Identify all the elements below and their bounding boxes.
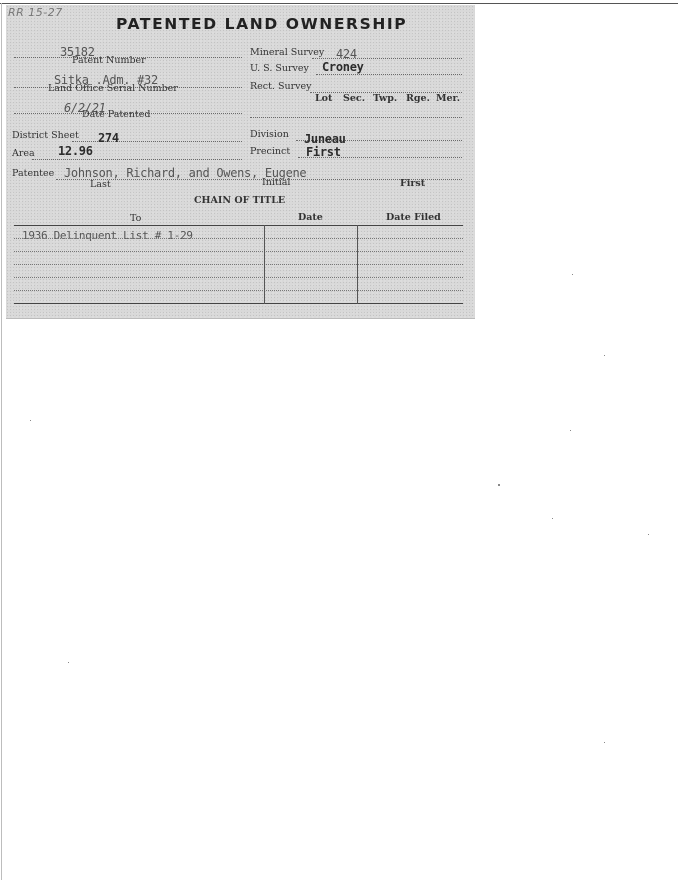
rect-col-rge: Rge.	[406, 93, 430, 104]
mineral-survey-label: Mineral Survey	[250, 47, 325, 58]
table-bottom-rule	[14, 303, 463, 304]
land-ownership-card	[6, 5, 475, 319]
district-sheet-label: District Sheet	[12, 130, 79, 141]
table-row-rule	[14, 290, 463, 291]
page-left-edge	[1, 3, 2, 880]
us-survey-value: Croney	[322, 60, 364, 74]
table-row-rule	[14, 277, 463, 278]
us-survey-line	[316, 74, 462, 75]
handwritten-annotation: RR 15-27	[8, 6, 63, 19]
rect-survey-label: Rect. Survey	[250, 81, 312, 92]
division-label: Division	[250, 129, 289, 140]
area-line	[32, 159, 242, 160]
chain-row-1-to: 1936 Delinquent List # 1-29	[22, 229, 193, 242]
chain-of-title-heading: CHAIN OF TITLE	[194, 195, 286, 206]
mineral-survey-value: 424	[336, 47, 357, 61]
col-header-date-filed: Date Filed	[386, 212, 441, 223]
area-label: Area	[12, 148, 35, 159]
rect-col-sec: Sec.	[343, 93, 365, 104]
date-patented-label: Date Patented	[82, 109, 151, 120]
date-patented-value: 6/2/21	[64, 101, 106, 115]
patent-number-value: 35182	[60, 45, 95, 59]
patentee-initial-label: Initial	[262, 177, 291, 188]
district-sheet-value: 274	[98, 131, 119, 145]
division-value: Juneau	[304, 132, 346, 146]
table-row-rule	[14, 264, 463, 265]
us-survey-label: U. S. Survey	[250, 63, 309, 74]
serial-number-label: Land Office Serial Number	[48, 83, 178, 94]
area-value: 12.96	[58, 144, 93, 158]
table-header-rule	[14, 225, 463, 226]
serial-number-value: Sitka .Adm. #32	[54, 73, 158, 87]
card-title: PATENTED LAND OWNERSHIP	[116, 15, 408, 33]
patentee-label: Patentee	[12, 168, 55, 179]
col-header-date: Date	[298, 212, 323, 223]
table-row-rule	[14, 238, 463, 239]
table-row-rule	[14, 251, 463, 252]
table-column-divider	[264, 225, 265, 304]
rect-col-twp: Twp.	[373, 93, 398, 104]
page-top-edge	[0, 3, 678, 4]
rect-survey-values-line	[250, 117, 462, 118]
mineral-survey-line	[312, 58, 462, 59]
rect-col-lot: Lot	[315, 93, 333, 104]
precinct-label: Precinct	[250, 146, 291, 157]
patent-number-label: Patent Number	[72, 55, 146, 66]
col-header-to: To	[130, 213, 142, 224]
table-column-divider	[357, 225, 358, 304]
patentee-first-label: First	[400, 178, 426, 189]
patentee-value: Johnson, Richard, and Owens, Eugene	[64, 166, 307, 180]
rect-col-mer: Mer.	[436, 93, 461, 104]
precinct-value: First	[306, 145, 341, 159]
patentee-last-label: Last	[90, 179, 111, 190]
